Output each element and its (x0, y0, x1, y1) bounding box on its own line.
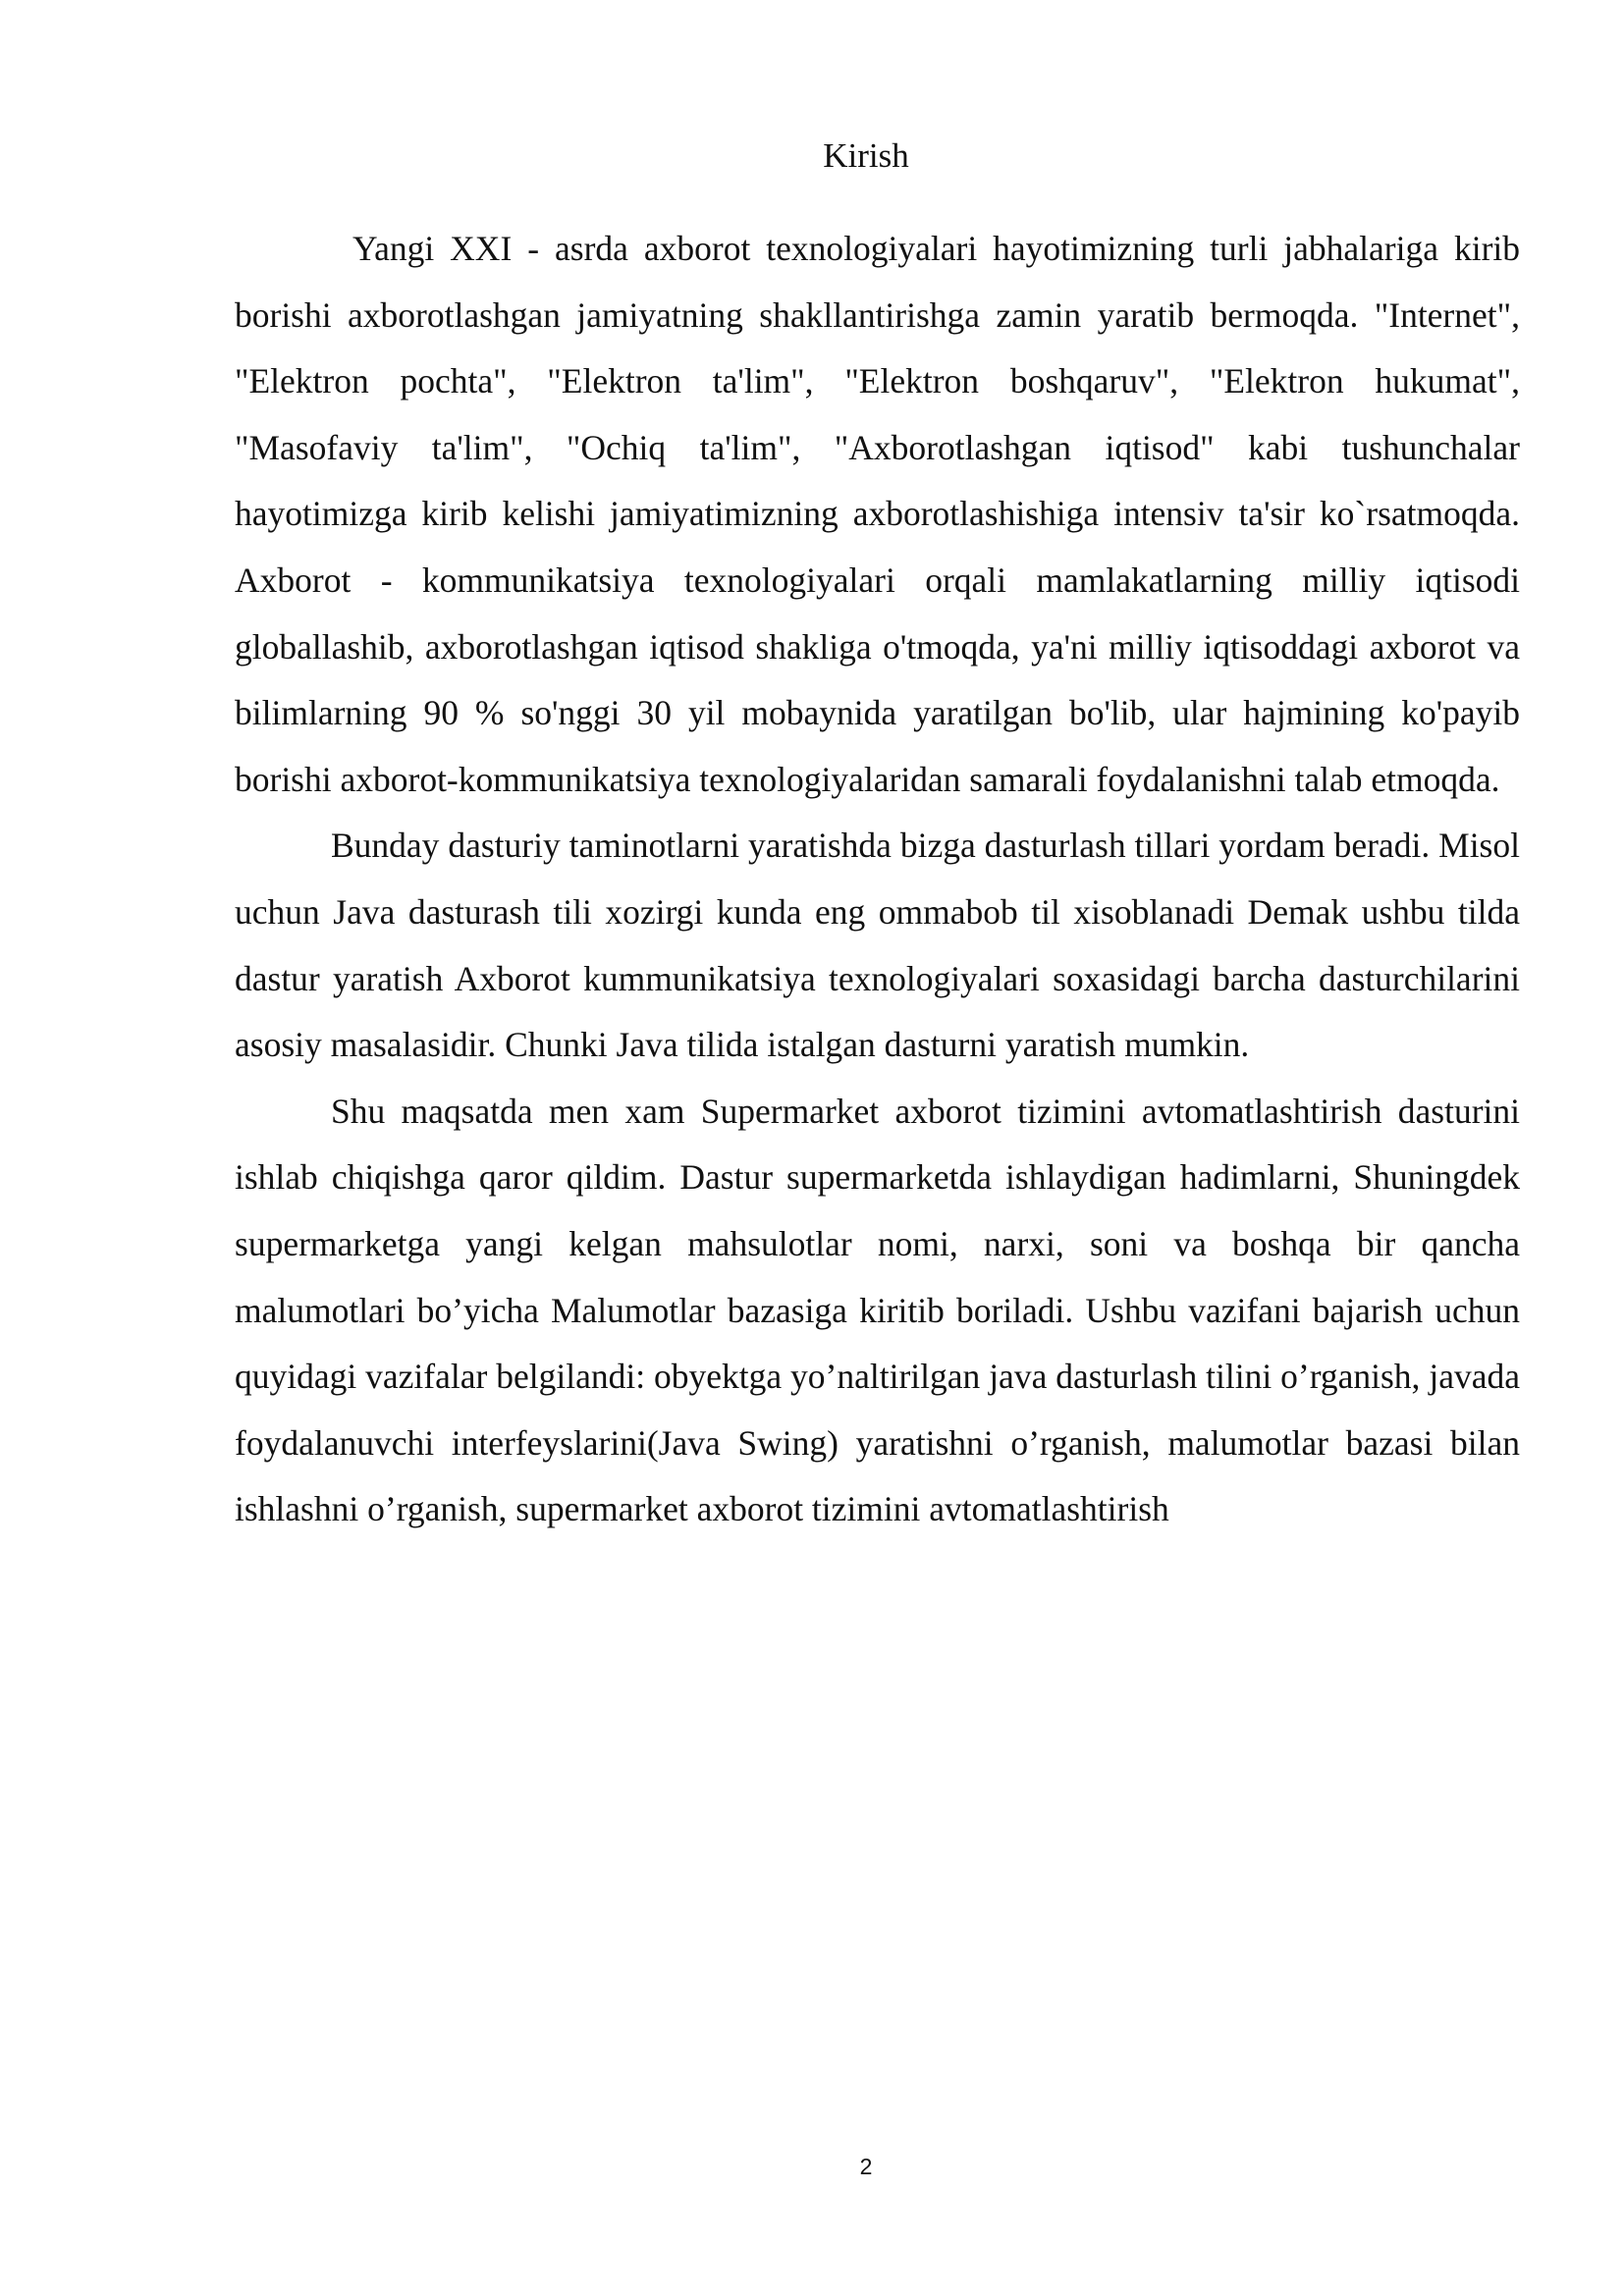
paragraph-3: Shu maqsatda men xam Supermarket axborot tizimini avtomatlashtirish dasturini ishlab chiqishga qaror qildim. Dastur supermarketda ishlaydigan hadimlarni, Shuningdek supermarketga yangi kelgan mahsulotlar nomi, narxi, soni va boshqa bir qancha malumotlari bo’yicha Malumotlar bazasiga kiritib boriladi. Ushbu vazifani bajarish uchun quyidagi vazifalar belgilandi: obyektga yo’naltirilgan java dasturlash tilini o’rganish, javada foydalanuvchi interfeyslarini(Java Swing) yaratishni o’rganish, malumotlar bazasi bilan ishlashni o’rganish, supermarket axborot tizimini avtomatlashtirish (235, 1091, 1520, 1529)
page-title: Kirish (823, 136, 909, 175)
paragraph-1: Yangi XXI - asrda axborot texnologiyalari hayotimizning turli jabhalariga kirib borishi axborotlashgan jamiyatning shakllantirishga zamin yaratib bermoqda. "Internet", "Elektron pochta", "Elektron ta'lim", "Elektron boshqaruv", "Elektron hukumat", "Masofaviy ta'lim", "Ochiq ta'lim", "Axborotlashgan iqtisod" kabi tushunchalar hayotimizga kirib kelishi jamiyatimizning axborotlashishiga intensiv ta'sir ko`rsatmoqda. Axborot - kommunikatsiya texnologiyalari orqali mamlakatlarning milliy iqtisodi globallashib, axborotlashgan iqtisod shakliga o'tmoqda, ya'ni milliy iqtisoddagi axborot va bilimlarning 90 % so'nggi 30 yil mobaynida yaratilgan bo'lib, ular hajmining ko'payib borishi axborot-kommunikatsiya texnologiyalaridan samarali foydalanishni talab etmoqda. (235, 229, 1520, 799)
paragraph-2: Bunday dasturiy taminotlarni yaratishda bizga dasturlash tillari yordam beradi. Misol uchun Java dasturash tili xozirgi kunda eng ommabob til xisoblanadi Demak ushbu tilda dastur yaratish Axborot kummunikatsiya texnologiyalari soxasidagi barcha dasturchilarini asosiy masalasidir. Chunki Java tilida istalgan dasturni yaratish mumkin. (235, 826, 1520, 1065)
body-text (235, 216, 1520, 1543)
page-number: 2 (859, 2154, 873, 2179)
